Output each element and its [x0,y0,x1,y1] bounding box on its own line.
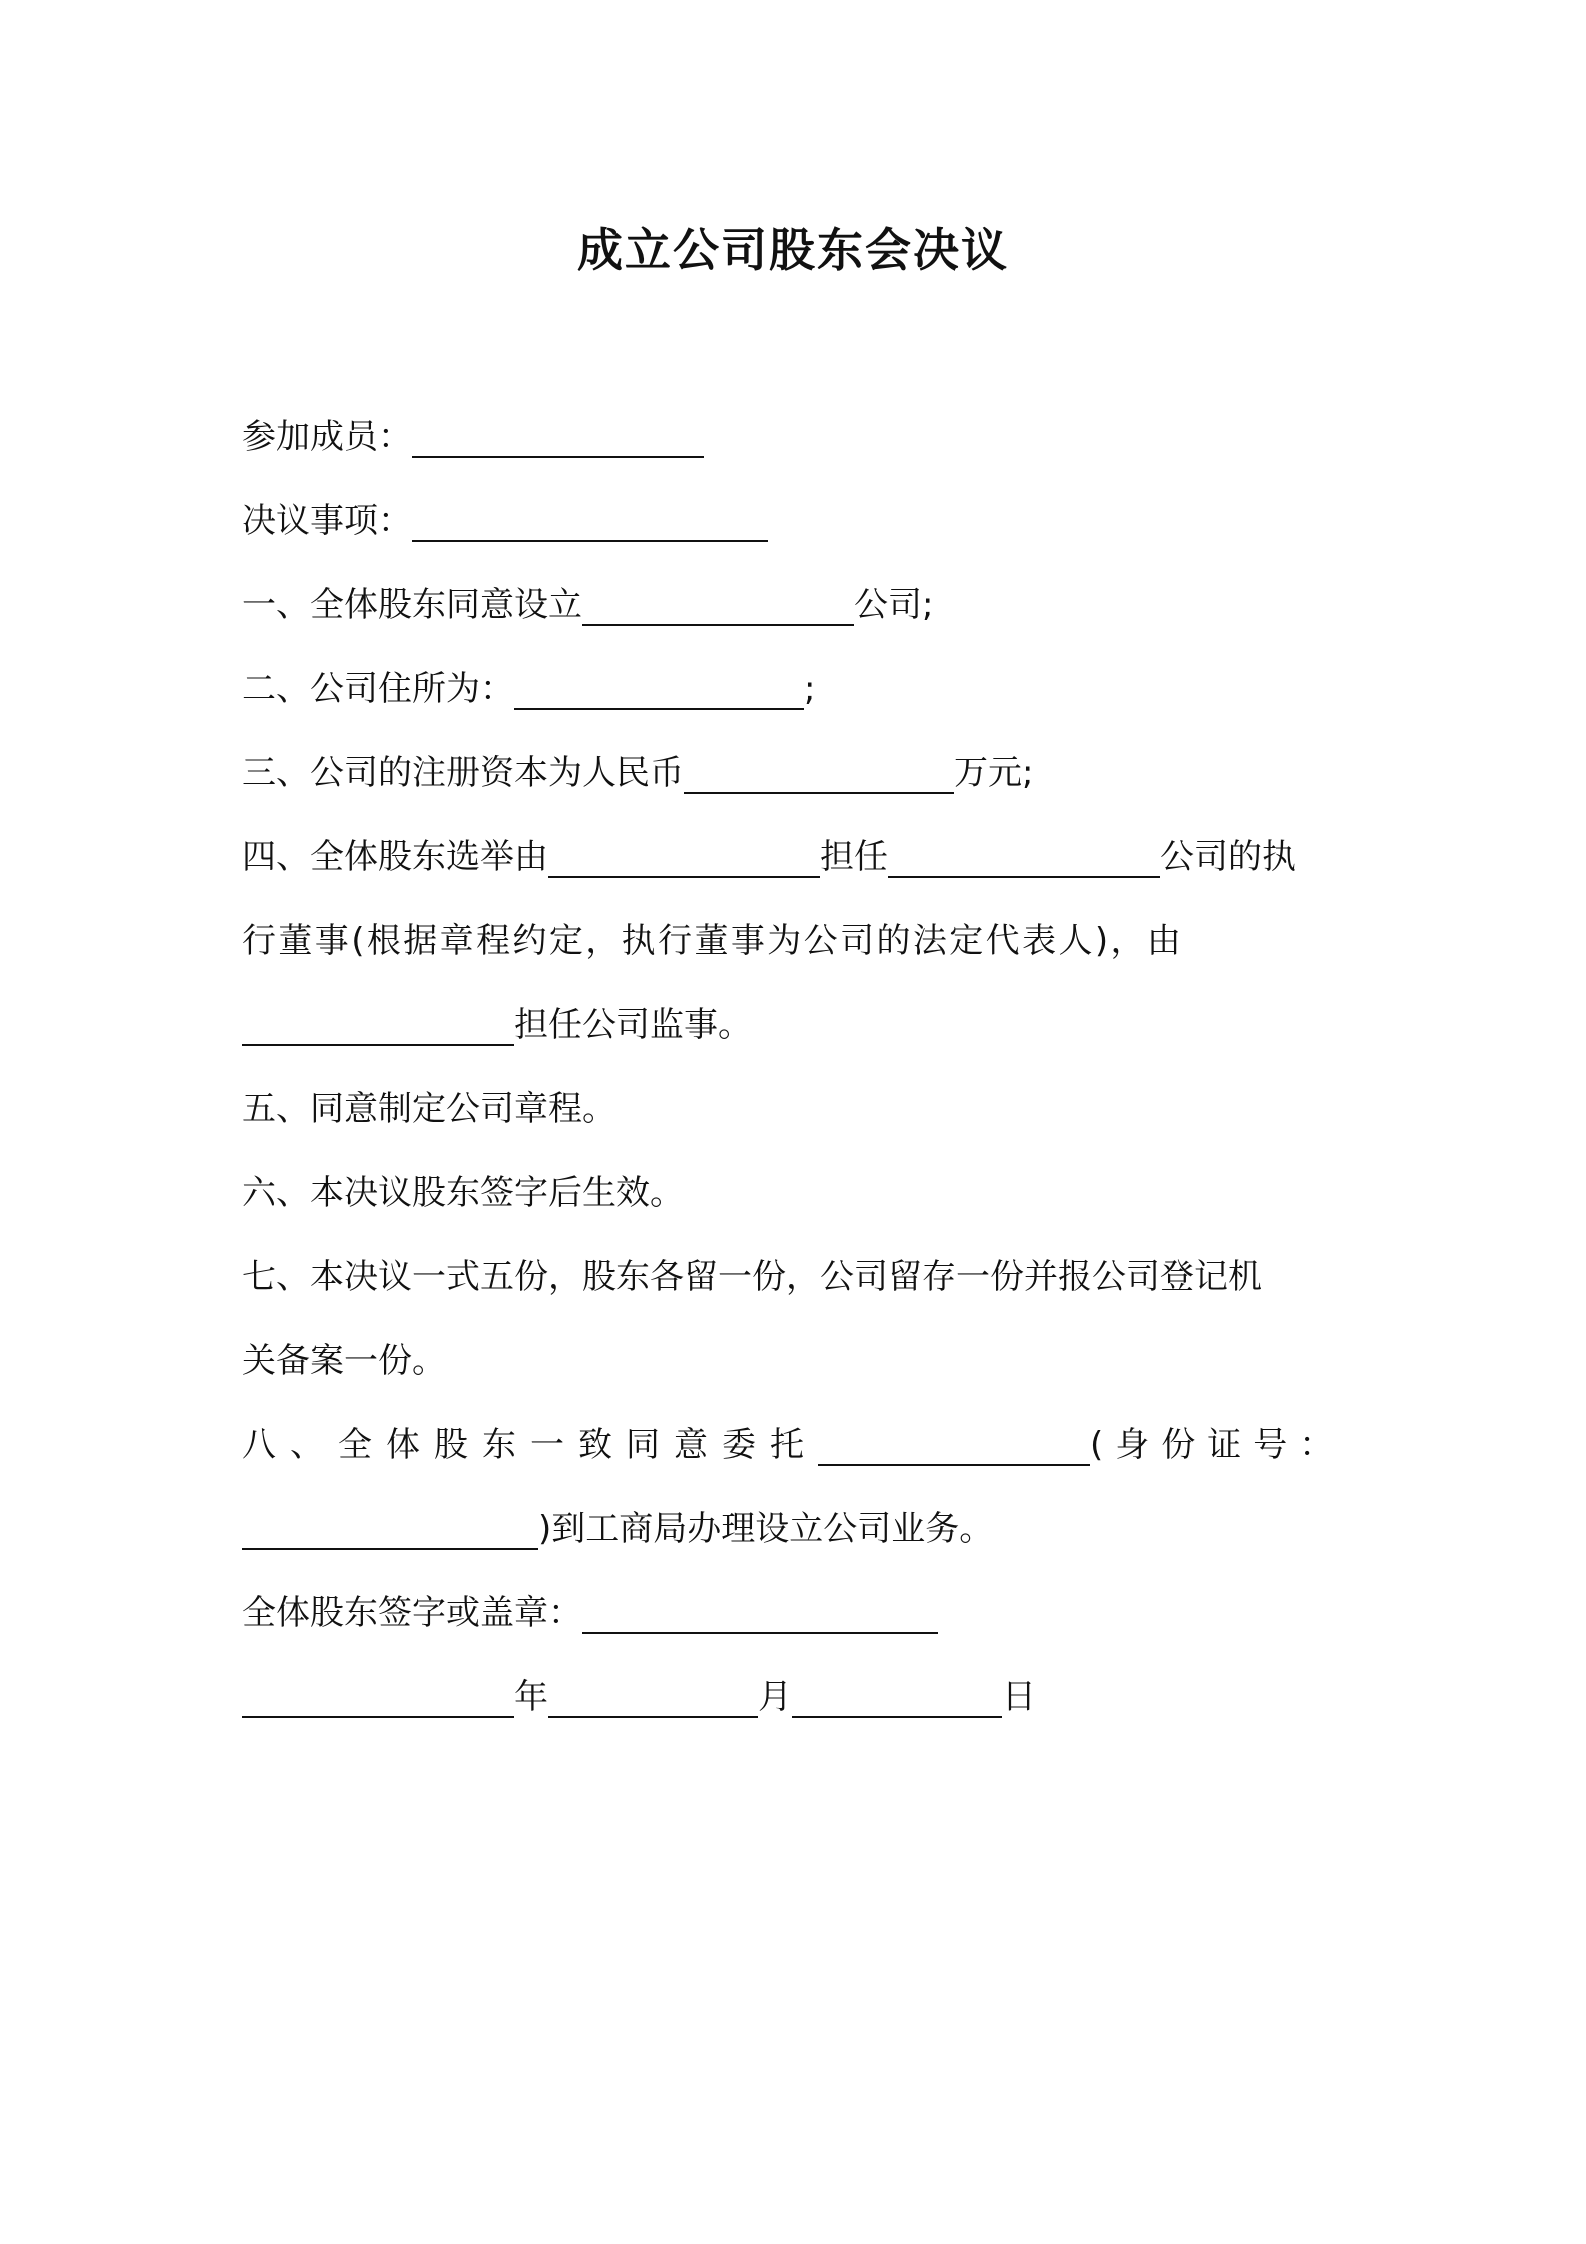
item-7-line-1 [242,1235,1360,1319]
day-label: 日 [1002,1677,1036,1717]
director-company-blank[interactable] [888,830,1160,878]
item-1 [242,563,1360,647]
signature-label: 全体股东签字或盖章： [242,1593,582,1633]
item-4-line-1 [242,815,1360,899]
item-7-line-1-text: 七、本决议一式五份，股东各留一份，公司留存一份并报公司登记机 [242,1257,1262,1297]
item-4-mid: 担任 [820,837,888,877]
company-name-blank[interactable] [582,578,854,626]
item-8-line-1 [242,1403,1360,1487]
item-8-line-2 [242,1487,1360,1571]
matters-line [242,479,1360,563]
matters-label: 决议事项： [242,501,412,541]
agent-name-blank[interactable] [818,1418,1090,1466]
item-3-suffix: 万元; [954,753,1034,793]
item-5 [242,1067,1360,1151]
item-4-prefix: 四、全体股东选举由 [242,837,548,877]
month-label: 月 [758,1677,792,1717]
address-blank[interactable] [514,662,804,710]
item-4-line-2 [242,899,1360,983]
item-3 [242,731,1360,815]
item-6-text: 六、本决议股东签字后生效。 [242,1173,684,1213]
item-7-line-2 [242,1319,1360,1403]
date-line [242,1655,1360,1739]
item-7-line-2-text: 关备案一份。 [242,1341,446,1381]
item-2 [242,647,1360,731]
signature-blank[interactable] [582,1586,938,1634]
item-4-line-3 [242,983,1360,1067]
supervisor-blank[interactable] [242,998,514,1046]
members-line [242,395,1360,479]
item-8-line-2-suffix: )到工商局办理设立公司业务。 [538,1509,994,1549]
item-1-suffix: 公司; [854,585,934,625]
matters-blank[interactable] [412,494,768,542]
capital-blank[interactable] [684,746,954,794]
item-5-text: 五、同意制定公司章程。 [242,1089,616,1129]
item-2-suffix: ; [804,669,816,709]
item-6 [242,1151,1360,1235]
item-4-line-2-text: 行董事(根据章程约定，执行董事为公司的法定代表人)，由 [242,921,1184,961]
signature-line [242,1571,1360,1655]
members-blank[interactable] [412,410,704,458]
item-8-suffix: (身份证号： [1090,1425,1346,1465]
month-blank[interactable] [548,1670,758,1718]
item-1-prefix: 一、全体股东同意设立 [242,585,582,625]
item-4-line-3-suffix: 担任公司监事。 [514,1005,752,1045]
year-label: 年 [514,1677,548,1717]
item-2-prefix: 二、公司住所为： [242,669,514,709]
director-name-blank[interactable] [548,830,820,878]
day-blank[interactable] [792,1670,1002,1718]
document-title: 成立公司股东会决议 [577,223,1009,277]
item-3-prefix: 三、公司的注册资本为人民币 [242,753,684,793]
members-label: 参加成员： [242,417,412,457]
item-8-prefix: 八、全体股东一致同意委托 [242,1425,818,1465]
agent-id-blank[interactable] [242,1502,538,1550]
year-blank[interactable] [242,1670,514,1718]
item-4-suffix: 公司的执 [1160,837,1296,877]
